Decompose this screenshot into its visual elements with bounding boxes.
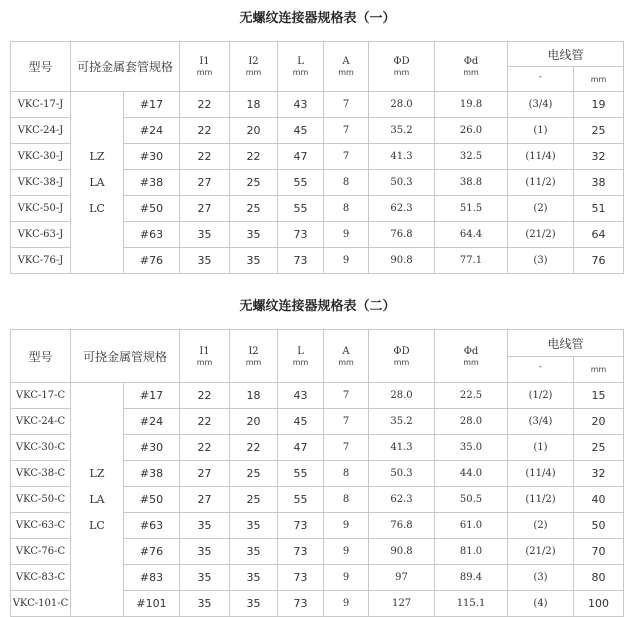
cell-a: 7 bbox=[324, 409, 369, 435]
cell-inner-diameter: 19.8 bbox=[435, 92, 508, 118]
cell-l: 47 bbox=[278, 435, 324, 461]
cell-l: 73 bbox=[278, 248, 324, 274]
cell-i2: 35 bbox=[230, 539, 278, 565]
header-outer-diameter-unit: mm bbox=[393, 68, 410, 77]
cell-i1: 35 bbox=[180, 222, 230, 248]
cell-model: VKC-38-J bbox=[11, 170, 71, 196]
cell-model: VKC-63-J bbox=[11, 222, 71, 248]
header-inner-diameter bbox=[435, 42, 508, 92]
cell-outer-diameter: 41.3 bbox=[369, 435, 435, 461]
header-i2-label: I2 bbox=[248, 56, 259, 67]
cell-l: 55 bbox=[278, 461, 324, 487]
cell-conduit-inch: (11/2) bbox=[508, 487, 574, 513]
cell-conduit-mm: 80 bbox=[574, 565, 624, 591]
cell-a: 8 bbox=[324, 461, 369, 487]
cell-i2: 35 bbox=[230, 565, 278, 591]
cell-a: 7 bbox=[324, 144, 369, 170]
cell-model: VKC-17-J bbox=[11, 92, 71, 118]
cell-i2: 35 bbox=[230, 222, 278, 248]
cell-i2: 18 bbox=[230, 383, 278, 409]
header-l bbox=[278, 330, 324, 383]
material-group-label: LC bbox=[89, 201, 105, 215]
material-group-label: LA bbox=[89, 175, 105, 189]
cell-conduit-mm: 38 bbox=[574, 170, 624, 196]
cell-i1: 27 bbox=[180, 196, 230, 222]
cell-model: VKC-63-C bbox=[11, 513, 71, 539]
cell-inner-diameter: 38.8 bbox=[435, 170, 508, 196]
cell-conduit-spec: #63 bbox=[124, 513, 180, 539]
spec-table-2 bbox=[10, 329, 624, 617]
cell-outer-diameter: 28.0 bbox=[369, 92, 435, 118]
header-i2-unit: mm bbox=[245, 68, 262, 77]
header-conduit-spec: 可挠金属套管规格 bbox=[71, 42, 180, 92]
cell-i1: 22 bbox=[180, 92, 230, 118]
cell-conduit-inch: (1) bbox=[508, 435, 574, 461]
cell-conduit-spec: #17 bbox=[124, 92, 180, 118]
cell-l: 47 bbox=[278, 144, 324, 170]
header-i1 bbox=[180, 330, 230, 383]
cell-l: 73 bbox=[278, 565, 324, 591]
header-wire-conduit: 电线管 bbox=[508, 330, 624, 357]
cell-outer-diameter: 127 bbox=[369, 591, 435, 617]
cell-i2: 35 bbox=[230, 513, 278, 539]
cell-conduit-mm: 32 bbox=[574, 144, 624, 170]
cell-i2: 25 bbox=[230, 196, 278, 222]
cell-a: 7 bbox=[324, 92, 369, 118]
cell-inner-diameter: 32.5 bbox=[435, 144, 508, 170]
cell-conduit-spec: #38 bbox=[124, 461, 180, 487]
cell-inner-diameter: 28.0 bbox=[435, 409, 508, 435]
cell-outer-diameter: 76.8 bbox=[369, 513, 435, 539]
table-row bbox=[11, 383, 624, 409]
material-group-label: LA bbox=[89, 492, 105, 506]
cell-conduit-mm: 19 bbox=[574, 92, 624, 118]
cell-l: 43 bbox=[278, 383, 324, 409]
cell-inner-diameter: 77.1 bbox=[435, 248, 508, 274]
cell-conduit-mm: 32 bbox=[574, 461, 624, 487]
cell-i2: 35 bbox=[230, 248, 278, 274]
cell-i1: 35 bbox=[180, 513, 230, 539]
header-i1-unit: mm bbox=[196, 357, 213, 367]
cell-conduit-inch: (3/4) bbox=[508, 409, 574, 435]
cell-conduit-spec: #17 bbox=[124, 383, 180, 409]
cell-conduit-inch: (3/4) bbox=[508, 92, 574, 118]
cell-model: VKC-24-J bbox=[11, 118, 71, 144]
cell-l: 45 bbox=[278, 409, 324, 435]
header-l-label: L bbox=[297, 56, 304, 67]
cell-i1: 22 bbox=[180, 383, 230, 409]
material-group-label: LZ bbox=[89, 466, 105, 480]
material-group-label: LC bbox=[89, 518, 105, 532]
cell-conduit-inch: (11/2) bbox=[508, 170, 574, 196]
header-i2 bbox=[230, 42, 278, 92]
cell-inner-diameter: 89.4 bbox=[435, 565, 508, 591]
cell-conduit-inch: (4) bbox=[508, 591, 574, 617]
cell-i1: 35 bbox=[180, 539, 230, 565]
cell-conduit-inch: (1) bbox=[508, 118, 574, 144]
cell-l: 73 bbox=[278, 222, 324, 248]
header-inch-unit: ″ bbox=[508, 67, 574, 92]
cell-i1: 35 bbox=[180, 565, 230, 591]
cell-a: 9 bbox=[324, 222, 369, 248]
cell-a: 7 bbox=[324, 435, 369, 461]
cell-i1: 27 bbox=[180, 170, 230, 196]
cell-conduit-inch: (21/2) bbox=[508, 222, 574, 248]
header-inner-diameter-unit: mm bbox=[463, 357, 479, 367]
header-a-label: A bbox=[342, 56, 350, 67]
cell-i1: 22 bbox=[180, 435, 230, 461]
cell-outer-diameter: 90.8 bbox=[369, 539, 435, 565]
cell-conduit-mm: 25 bbox=[574, 118, 624, 144]
cell-outer-diameter: 90.8 bbox=[369, 248, 435, 274]
header-i2 bbox=[230, 330, 278, 383]
header-mm-unit: mm bbox=[574, 357, 624, 383]
cell-outer-diameter: 50.3 bbox=[369, 461, 435, 487]
table-row bbox=[11, 92, 624, 118]
cell-outer-diameter: 97 bbox=[369, 565, 435, 591]
cell-i1: 35 bbox=[180, 248, 230, 274]
cell-conduit-spec: #38 bbox=[124, 170, 180, 196]
cell-conduit-mm: 100 bbox=[574, 591, 624, 617]
header-i2-unit: mm bbox=[245, 357, 262, 367]
header-l-label: L bbox=[297, 345, 304, 357]
cell-i2: 22 bbox=[230, 144, 278, 170]
cell-inner-diameter: 64.4 bbox=[435, 222, 508, 248]
cell-model: VKC-76-J bbox=[11, 248, 71, 274]
cell-inner-diameter: 26.0 bbox=[435, 118, 508, 144]
header-a-unit: mm bbox=[338, 68, 354, 77]
cell-model: VKC-38-C bbox=[11, 461, 71, 487]
cell-i1: 27 bbox=[180, 487, 230, 513]
cell-conduit-mm: 15 bbox=[574, 383, 624, 409]
cell-conduit-spec: #30 bbox=[124, 435, 180, 461]
cell-model: VKC-30-J bbox=[11, 144, 71, 170]
cell-i2: 25 bbox=[230, 487, 278, 513]
header-a bbox=[324, 330, 369, 383]
cell-conduit-spec: #101 bbox=[124, 591, 180, 617]
cell-outer-diameter: 76.8 bbox=[369, 222, 435, 248]
cell-i1: 22 bbox=[180, 144, 230, 170]
cell-conduit-spec: #76 bbox=[124, 539, 180, 565]
spec-table-1 bbox=[10, 41, 624, 274]
cell-conduit-mm: 70 bbox=[574, 539, 624, 565]
header-a-label: A bbox=[342, 345, 350, 357]
header-l-unit: mm bbox=[292, 357, 309, 367]
cell-a: 9 bbox=[324, 248, 369, 274]
cell-l: 45 bbox=[278, 118, 324, 144]
cell-i2: 25 bbox=[230, 461, 278, 487]
cell-conduit-mm: 76 bbox=[574, 248, 624, 274]
cell-a: 9 bbox=[324, 513, 369, 539]
cell-l: 73 bbox=[278, 513, 324, 539]
cell-outer-diameter: 41.3 bbox=[369, 144, 435, 170]
cell-l: 55 bbox=[278, 487, 324, 513]
cell-conduit-inch: (3) bbox=[508, 565, 574, 591]
header-inner-diameter bbox=[435, 330, 508, 383]
header-outer-diameter-label: ΦD bbox=[393, 345, 410, 357]
header-inch-unit: ″ bbox=[508, 357, 574, 383]
header-l bbox=[278, 42, 324, 92]
cell-inner-diameter: 44.0 bbox=[435, 461, 508, 487]
cell-conduit-mm: 64 bbox=[574, 222, 624, 248]
cell-conduit-inch: (3) bbox=[508, 248, 574, 274]
header-inner-diameter-label: Φd bbox=[463, 345, 479, 357]
cell-i2: 35 bbox=[230, 591, 278, 617]
cell-outer-diameter: 35.2 bbox=[369, 118, 435, 144]
cell-l: 55 bbox=[278, 196, 324, 222]
cell-outer-diameter: 62.3 bbox=[369, 196, 435, 222]
header-conduit-spec: 可挠金属管规格 bbox=[71, 330, 180, 383]
cell-model: VKC-101-C bbox=[11, 591, 71, 617]
cell-a: 9 bbox=[324, 539, 369, 565]
cell-model: VKC-76-C bbox=[11, 539, 71, 565]
header-a-unit: mm bbox=[338, 357, 354, 367]
cell-l: 73 bbox=[278, 591, 324, 617]
cell-a: 7 bbox=[324, 118, 369, 144]
cell-conduit-inch: (1/2) bbox=[508, 383, 574, 409]
header-wire-conduit: 电线管 bbox=[508, 42, 624, 67]
cell-a: 8 bbox=[324, 196, 369, 222]
cell-a: 9 bbox=[324, 565, 369, 591]
cell-inner-diameter: 81.0 bbox=[435, 539, 508, 565]
cell-i1: 22 bbox=[180, 118, 230, 144]
cell-conduit-spec: #63 bbox=[124, 222, 180, 248]
cell-model: VKC-17-C bbox=[11, 383, 71, 409]
cell-conduit-mm: 51 bbox=[574, 196, 624, 222]
cell-model: VKC-30-C bbox=[11, 435, 71, 461]
cell-conduit-spec: #24 bbox=[124, 409, 180, 435]
cell-conduit-spec: #30 bbox=[124, 144, 180, 170]
header-outer-diameter-unit: mm bbox=[393, 357, 410, 367]
header-outer-diameter bbox=[369, 42, 435, 92]
cell-inner-diameter: 61.0 bbox=[435, 513, 508, 539]
cell-a: 7 bbox=[324, 383, 369, 409]
cell-outer-diameter: 50.3 bbox=[369, 170, 435, 196]
cell-conduit-inch: (2) bbox=[508, 513, 574, 539]
cell-a: 9 bbox=[324, 591, 369, 617]
header-l-unit: mm bbox=[292, 68, 309, 77]
cell-i2: 18 bbox=[230, 92, 278, 118]
cell-conduit-spec: #83 bbox=[124, 565, 180, 591]
header-inner-diameter-label: Φd bbox=[463, 56, 479, 67]
cell-i2: 20 bbox=[230, 118, 278, 144]
cell-material-group bbox=[71, 92, 124, 274]
cell-i2: 25 bbox=[230, 170, 278, 196]
cell-outer-diameter: 28.0 bbox=[369, 383, 435, 409]
cell-i1: 27 bbox=[180, 461, 230, 487]
cell-conduit-inch: (11/4) bbox=[508, 461, 574, 487]
header-outer-diameter-label: ΦD bbox=[393, 56, 410, 67]
cell-conduit-mm: 25 bbox=[574, 435, 624, 461]
header-a bbox=[324, 42, 369, 92]
cell-outer-diameter: 35.2 bbox=[369, 409, 435, 435]
cell-conduit-spec: #76 bbox=[124, 248, 180, 274]
header-i1-label: I1 bbox=[199, 56, 210, 67]
cell-a: 8 bbox=[324, 487, 369, 513]
header-model: 型号 bbox=[11, 42, 71, 92]
cell-model: VKC-50-J bbox=[11, 196, 71, 222]
cell-conduit-mm: 50 bbox=[574, 513, 624, 539]
cell-inner-diameter: 22.5 bbox=[435, 383, 508, 409]
material-group-label: LZ bbox=[89, 149, 105, 163]
table-1-title: 无螺纹连接器规格表（一） bbox=[239, 11, 396, 26]
cell-inner-diameter: 50.5 bbox=[435, 487, 508, 513]
header-i1-unit: mm bbox=[196, 68, 213, 77]
cell-i1: 22 bbox=[180, 409, 230, 435]
cell-inner-diameter: 35.0 bbox=[435, 435, 508, 461]
cell-a: 8 bbox=[324, 170, 369, 196]
cell-inner-diameter: 115.1 bbox=[435, 591, 508, 617]
cell-conduit-mm: 40 bbox=[574, 487, 624, 513]
cell-i1: 35 bbox=[180, 591, 230, 617]
cell-inner-diameter: 51.5 bbox=[435, 196, 508, 222]
cell-l: 55 bbox=[278, 170, 324, 196]
header-i1 bbox=[180, 42, 230, 92]
cell-conduit-inch: (11/4) bbox=[508, 144, 574, 170]
cell-model: VKC-83-C bbox=[11, 565, 71, 591]
header-model: 型号 bbox=[11, 330, 71, 383]
cell-l: 43 bbox=[278, 92, 324, 118]
cell-i2: 22 bbox=[230, 435, 278, 461]
header-i1-label: I1 bbox=[199, 345, 210, 357]
cell-conduit-spec: #24 bbox=[124, 118, 180, 144]
header-outer-diameter bbox=[369, 330, 435, 383]
cell-conduit-mm: 20 bbox=[574, 409, 624, 435]
cell-model: VKC-24-C bbox=[11, 409, 71, 435]
header-i2-label: I2 bbox=[248, 345, 259, 357]
cell-i2: 20 bbox=[230, 409, 278, 435]
cell-model: VKC-50-C bbox=[11, 487, 71, 513]
header-mm-unit: mm bbox=[574, 67, 624, 92]
cell-conduit-inch: (21/2) bbox=[508, 539, 574, 565]
cell-conduit-spec: #50 bbox=[124, 487, 180, 513]
cell-l: 73 bbox=[278, 539, 324, 565]
table-2-title: 无螺纹连接器规格表（二） bbox=[239, 299, 396, 314]
header-inner-diameter-unit: mm bbox=[463, 68, 479, 77]
cell-conduit-spec: #50 bbox=[124, 196, 180, 222]
cell-outer-diameter: 62.3 bbox=[369, 487, 435, 513]
cell-material-group bbox=[71, 383, 124, 617]
cell-conduit-inch: (2) bbox=[508, 196, 574, 222]
